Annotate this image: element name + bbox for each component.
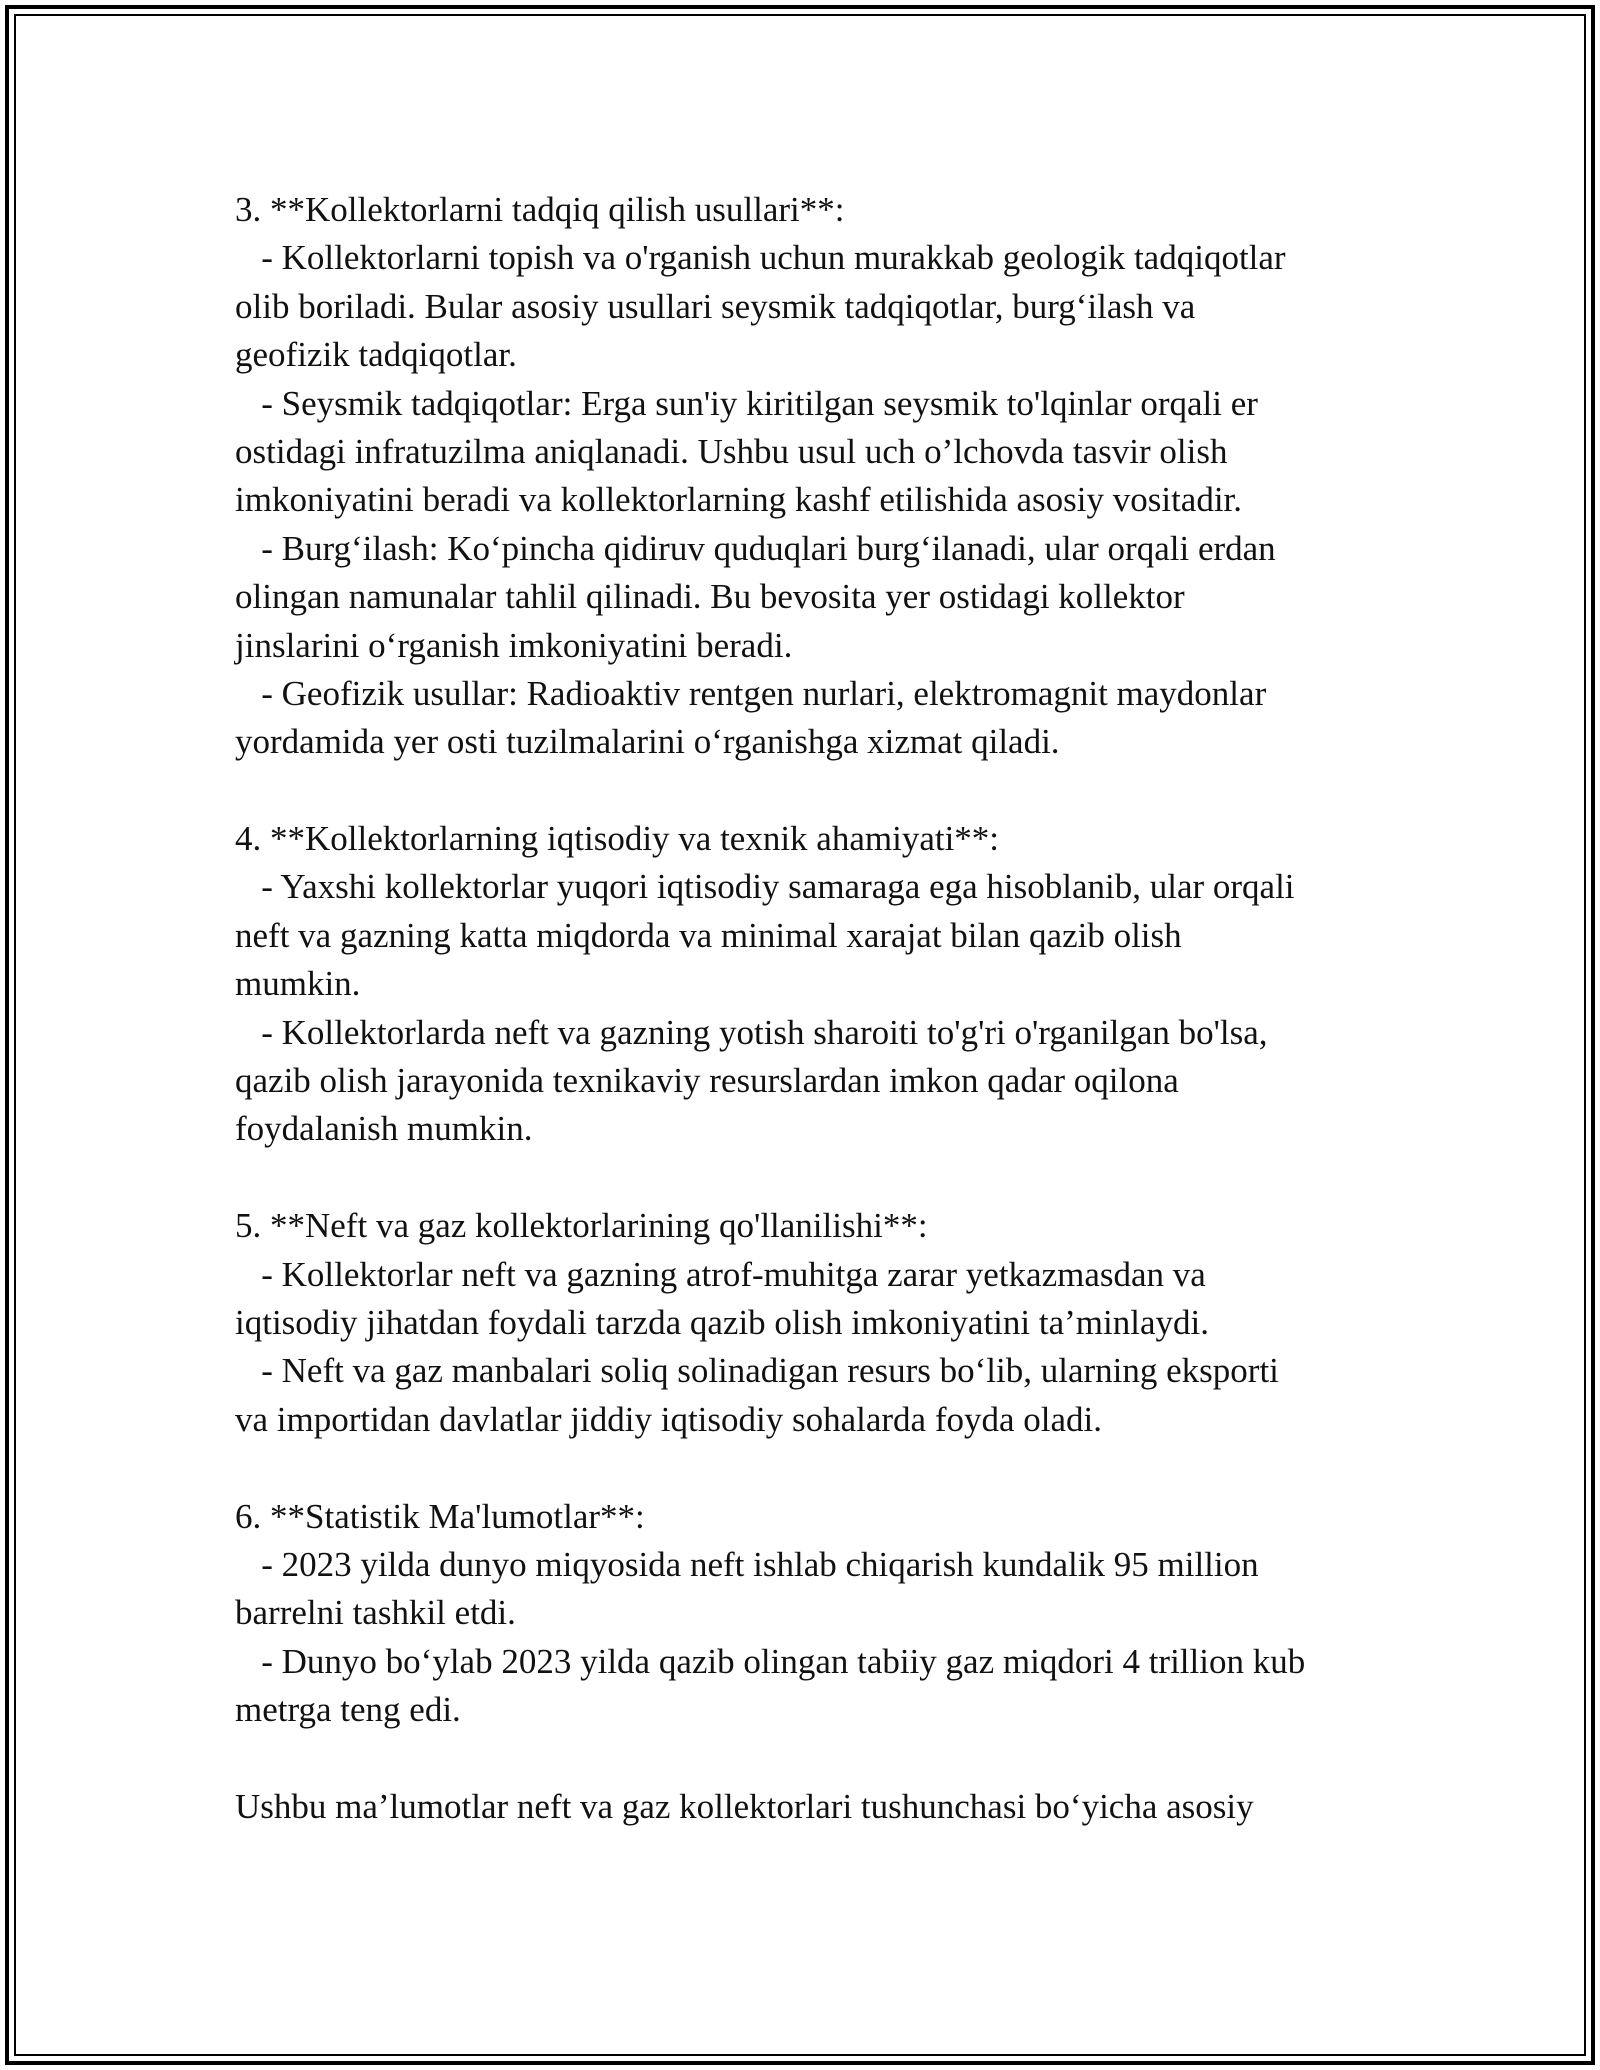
text-line: Ushbu ma’lumotlar neft va gaz kollektorlari tushunchasi bo‘yicha asosiy xyxy=(235,1786,1254,1826)
text-line: 3. **Kollektorlarni tadqiq qilish usullari**: xyxy=(235,190,845,229)
text-line: iqtisodiy jihatdan foydali tarzda qazib olish imkoniyatini ta’minlaydi. xyxy=(235,1302,1209,1342)
text-line: 6. **Statistik Ma'lumotlar**: xyxy=(235,1496,645,1536)
text-line: - Kollektorlarda neft va gazning yotish sharoiti to'g'ri o'rganilgan bo'lsa, xyxy=(235,1012,1268,1052)
text-line: va importidan davlatlar jiddiy iqtisodiy sohalarda foyda oladi. xyxy=(235,1399,1103,1439)
text-line: - Kollektorlarni topish va o'rganish uchun murakkab geologik tadqiqotlar xyxy=(235,238,1286,278)
text-line: olib boriladi. Bular asosiy usullari seysmik tadqiqotlar, burg‘ilash va xyxy=(235,286,1196,326)
text-line: - Yaxshi kollektorlar yuqori iqtisodiy samaraga ega hisoblanib, ular orqali xyxy=(235,867,1295,907)
text-line: yordamida yer osti tuzilmalarini o‘rganishga xizmat qiladi. xyxy=(235,722,1060,762)
text-line: - Neft va gaz manbalari soliq solinadigan resurs bo‘lib, ularning eksporti xyxy=(235,1351,1279,1391)
text-line: imkoniyatini beradi va kollektorlarning kashf etilishida asosiy vositadir. xyxy=(235,480,1243,520)
text-line: barrelni tashkil etdi. xyxy=(235,1593,516,1633)
text-line: olingan namunalar tahlil qilinadi. Bu bevosita yer ostidagi kollektor xyxy=(235,577,1185,617)
text-line: - Burg‘ilash: Ko‘pincha qidiruv quduqlari burg‘ilanadi, ular orqali erdan xyxy=(235,528,1276,568)
text-line: neft va gazning katta miqdorda va minimal xarajat bilan qazib olish xyxy=(235,915,1182,955)
text-line: metrga teng edi. xyxy=(235,1690,461,1730)
text-line: - 2023 yilda dunyo miqyosida neft ishlab chiqarish kundalik 95 million xyxy=(235,1544,1259,1584)
text-line: - Geofizik usullar: Radioaktiv rentgen nurlari, elektromagnit maydonlar xyxy=(235,673,1267,713)
blank-line xyxy=(235,767,1395,815)
text-line: 4. **Kollektorlarning iqtisodiy va texnik ahamiyati**: xyxy=(235,819,1000,859)
text-line: geofizik tadqiqotlar. xyxy=(235,335,517,375)
text-line: foydalanish mumkin. xyxy=(235,1109,533,1149)
blank-line xyxy=(235,1154,1395,1202)
text-line: 5. **Neft va gaz kollektorlarining qo'llanilishi**: xyxy=(235,1206,928,1246)
document-body xyxy=(235,186,1395,1831)
text-line: - Kollektorlar neft va gazning atrof-muhitga zarar yetkazmasdan va xyxy=(235,1254,1206,1294)
text-line: qazib olish jarayonida texnikaviy resurslardan imkon qadar oqilona xyxy=(235,1061,1179,1101)
text-line: - Seysmik tadqiqotlar: Erga sun'iy kiritilgan seysmik to'lqinlar orqali er xyxy=(235,383,1258,423)
text-line: ostidagi infratuzilma aniqlanadi. Ushbu usul uch o’lchovda tasvir olish xyxy=(235,431,1228,471)
blank-line xyxy=(235,1444,1395,1492)
text-line: - Dunyo bo‘ylab 2023 yilda qazib olingan tabiiy gaz miqdori 4 trillion kub xyxy=(235,1641,1306,1681)
blank-line xyxy=(235,1735,1395,1783)
text-line: mumkin. xyxy=(235,964,361,1004)
text-line: jinslarini o‘rganish imkoniyatini beradi. xyxy=(235,625,793,665)
